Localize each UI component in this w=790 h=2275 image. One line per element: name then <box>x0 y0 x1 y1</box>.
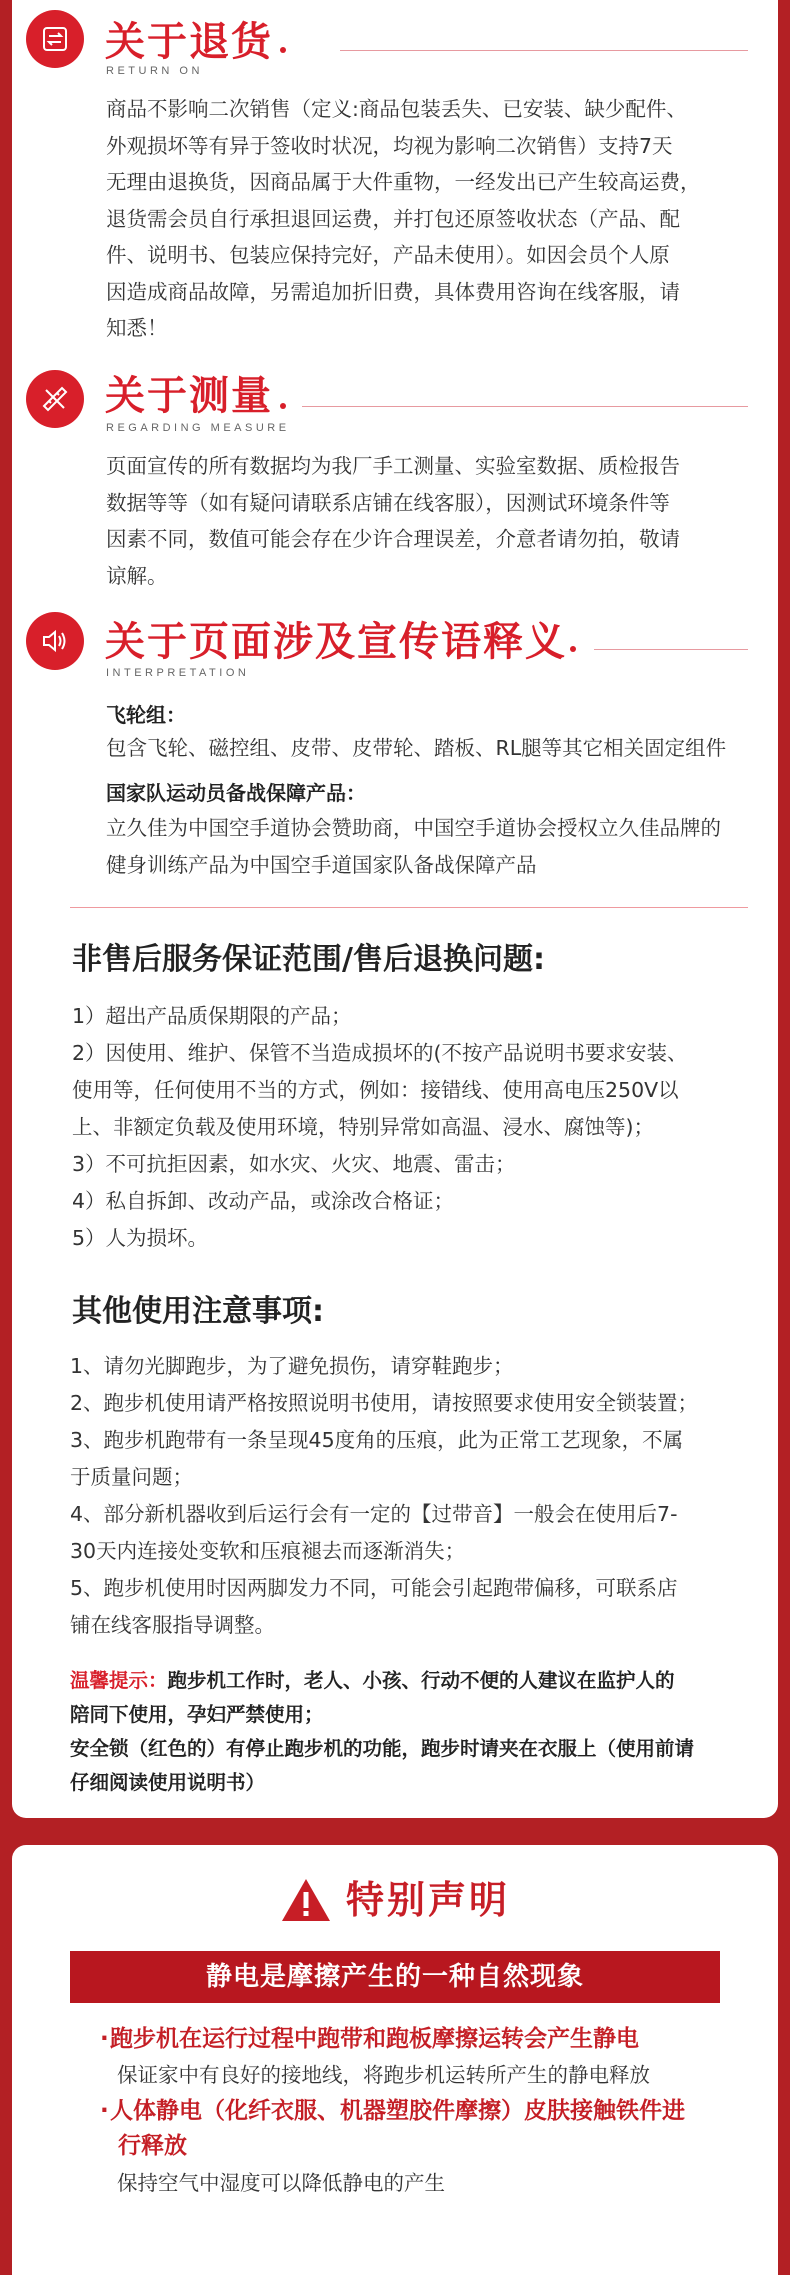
national-team-body: 立久佳为中国空手道协会赞助商，中国空手道协会授权立久佳品牌的 健身训练产品为中国空手道国家队备战保障产品 <box>106 816 721 877</box>
decor-dot <box>280 47 286 53</box>
list-item: 5）人为损坏。 <box>72 1226 209 1250</box>
list-item: 使用等，任何使用不当的方式，例如：接错线、使用高电压250V以 <box>72 1078 679 1102</box>
declaration-point-body: 保证家中有良好的接地线，将跑步机运转所产生的静电释放 <box>117 2063 650 2087</box>
other-notes-title: 其他使用注意事项: <box>72 1294 324 1329</box>
list-item: 30天内连接处变软和压痕褪去而逐渐消失； <box>70 1539 466 1563</box>
divider <box>70 907 748 908</box>
flywheel-heading: 飞轮组： <box>106 703 186 727</box>
measure-body: 页面宣传的所有数据均为我厂手工测量、实验室数据、质检报告 数据等等（如有疑问请联系店铺在线客服），因测试环境条件等 因素不同，数值可能会存在少许合理误差，介意者请勿拍，敬请 谅解。 <box>106 454 680 588</box>
list-item: 1）超出产品质保期限的产品； <box>72 1004 352 1028</box>
list-item: 上、非额定负载及使用环境，特别异常如高温、浸水、腐蚀等)； <box>72 1115 654 1139</box>
ruler-pencil-icon <box>26 370 84 428</box>
declaration-title: 特别声明 <box>345 1878 510 1922</box>
declaration-point: · 人体静电（化纤衣服、机器塑胶件摩擦）皮肤接触铁件进 行释放 <box>100 2098 685 2159</box>
section-title: 关于测量 <box>105 373 273 419</box>
other-notes-list <box>70 1348 770 1644</box>
decor-dot <box>280 403 286 409</box>
non-warranty-title: 非售后服务保证范围/售后退换问题: <box>72 942 545 977</box>
list-item: 于质量问题； <box>70 1465 193 1489</box>
declaration-point-body: 保持空气中湿度可以降低静电的产生 <box>117 2171 445 2195</box>
section-title: 关于退货 <box>105 19 273 65</box>
tip-label: 温馨提示： <box>70 1669 168 1692</box>
list-item: 1、请勿光脚跑步，为了避免损伤，请穿鞋跑步； <box>70 1354 514 1378</box>
national-team-heading: 国家队运动员备战保障产品： <box>106 781 366 805</box>
decor-line <box>340 50 748 51</box>
warning-triangle-icon <box>280 1877 332 1923</box>
list-item: 3、跑步机跑带有一条呈现45度角的压痕，此为正常工艺现象，不属 <box>70 1428 684 1452</box>
declaration-header <box>0 1875 790 1925</box>
list-item: 2）因使用、维护、保管不当造成损坏的(不按产品说明书要求安装、 <box>72 1041 688 1065</box>
list-item: 4、部分新机器收到后运行会有一定的【过带音】一般会在使用后7- <box>70 1502 678 1526</box>
section-subtitle: REGARDING MEASURE <box>106 422 290 434</box>
list-item: 5、跑步机使用时因两脚发力不同，可能会引起跑带偏移，可联系店 <box>70 1576 678 1600</box>
list-item: 4）私自拆卸、改动产品，或涂改合格证； <box>72 1189 455 1213</box>
declaration-point: · 跑步机在运行过程中跑带和跑板摩擦运转会产生静电 <box>100 2026 639 2052</box>
static-banner: 静电是摩擦产生的一种自然现象 <box>70 1951 720 2003</box>
list-item: 3）不可抗拒因素，如水灾、火灾、地震、雷击； <box>72 1152 516 1176</box>
return-body: 商品不影响二次销售（定义:商品包装丢失、已安装、缺少配件、 外观损坏等有异于签收时状况，均视为影响二次销售）支持7天 无理由退换货，因商品属于大件重物，一经发出已产生较高运费， 退货需会员自行承担退回运费，并打包还原签收状态（产品、配 件、说明书、包装应保持完好，产品未使用）。如因会员个人原 因造成商品故障，另需追加折旧费，具体费用咨询在线客服，请 知悉！ <box>106 97 701 340</box>
section-title: 关于页面涉及宣传语释义 <box>105 619 567 665</box>
decor-line <box>302 406 748 407</box>
list-item: 2、跑步机使用请严格按照说明书使用，请按照要求使用安全锁装置； <box>70 1391 699 1415</box>
decor-dot <box>570 646 576 652</box>
flywheel-body: 包含飞轮、磁控组、皮带、皮带轮、踏板、RL腿等其它相关固定组件 <box>106 736 727 760</box>
warm-tip: 温馨提示：跑步机工作时，老人、小孩、行动不便的人建议在监护人的 陪同下使用，孕妇严禁使用； 安全锁（红色的）有停止跑步机的功能，跑步时请夹在衣服上（使用前请 仔细阅读使用说明书） <box>70 1669 695 1794</box>
swap-arrows-icon <box>26 10 84 68</box>
decor-line <box>594 649 748 650</box>
info-card <box>12 0 778 1818</box>
non-warranty-list <box>72 998 752 1257</box>
section-subtitle: RETURN ON <box>106 65 203 77</box>
list-item: 铺在线客服指导调整。 <box>70 1613 275 1637</box>
speaker-icon <box>26 612 84 670</box>
section-subtitle: INTERPRETATION <box>106 667 250 679</box>
